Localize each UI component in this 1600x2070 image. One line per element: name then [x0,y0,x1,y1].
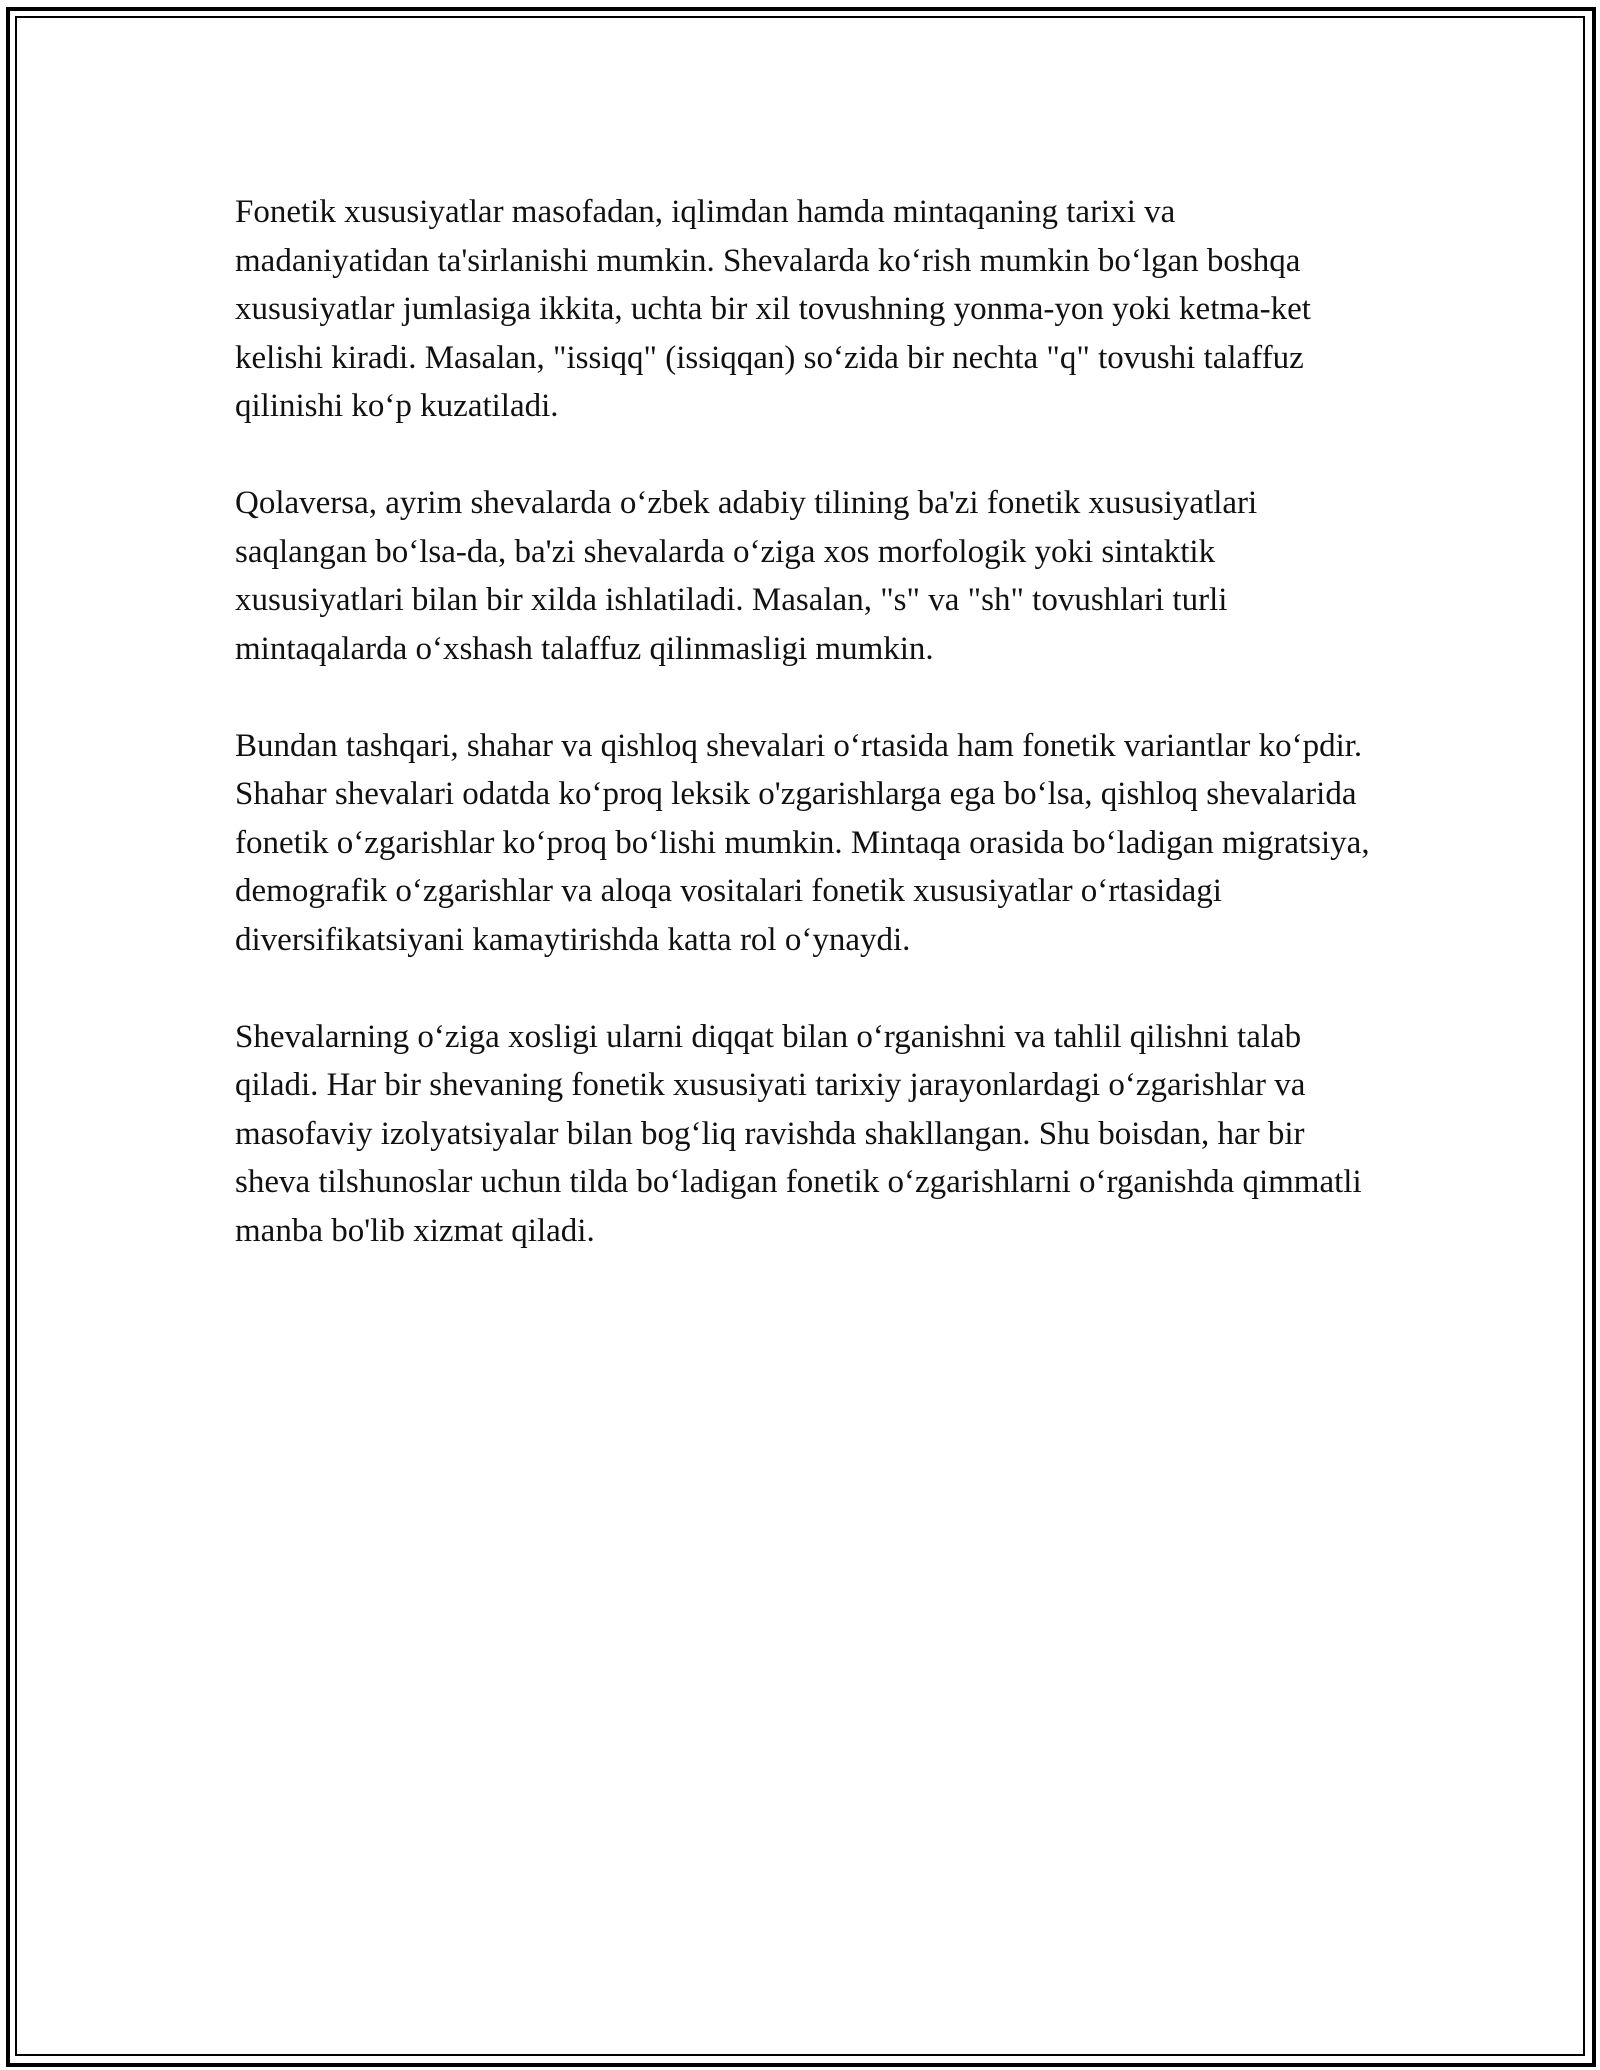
paragraph-2: Qolaversa, ayrim shevalarda o‘zbek adabiy tilining ba'zi fonetik xususiyatlari saqlangan bo‘lsa-da, ba'zi shevalarda o‘ziga xos morfologik yoki sintaktik xususiyatlari bilan bir xilda ishlatiladi. Masalan, "s" va "sh" tovushlari turli mintaqalarda o‘xshash talaffuz qilinmasligi mumkin. [235,485,1258,667]
paragraph-4: Shevalarning o‘ziga xosligi ularni diqqat bilan o‘rganishni va tahlil qilishni talab qiladi. Har bir shevaning fonetik xususiyati tarixiy jarayonlardagi o‘zgarishlar va masofaviy izolyatsiyalar bilan bog‘liq ravishda shakllangan. Shu boisdan, har bir sheva tilshunoslar uchun tilda bo‘ladigan fonetik o‘zgarishlarni o‘rganishda qimmatli manba bo'lib xizmat qiladi. [235,1018,1362,1249]
paragraph-1: Fonetik xususiyatlar masofadan, iqlimdan hamda mintaqaning tarixi va madaniyatidan ta'sirlanishi mumkin. Shevalarda ko‘rish mumkin bo‘lgan boshqa xususiyatlar jumlasiga ikkita, uchta bir xil tovushning yonma-yon yoki ketma-ket kelishi kiradi. Masalan, "issiqq" (issiqqan) so‘zida bir nechta "q" tovushi talaffuz qilinishi ko‘p kuzatiladi. [235,194,1311,424]
paragraph-3: Bundan tashqari, shahar va qishloq shevalari o‘rtasida ham fonetik variantlar ko‘pdir. Shahar shevalari odatda ko‘proq leksik o'zgarishlarga ega bo‘lsa, qishloq shevalarida fonetik o‘zgarishlar ko‘proq bo‘lishi mumkin. Mintaqa orasida bo‘ladigan migratsiya, demografik o‘zgarishlar va aloqa vositalari fonetik xususiyatlar o‘rtasidagi diversifikatsiyani kamaytirishda katta rol o‘ynaydi. [235,727,1370,958]
document-body [235,188,1375,1304]
